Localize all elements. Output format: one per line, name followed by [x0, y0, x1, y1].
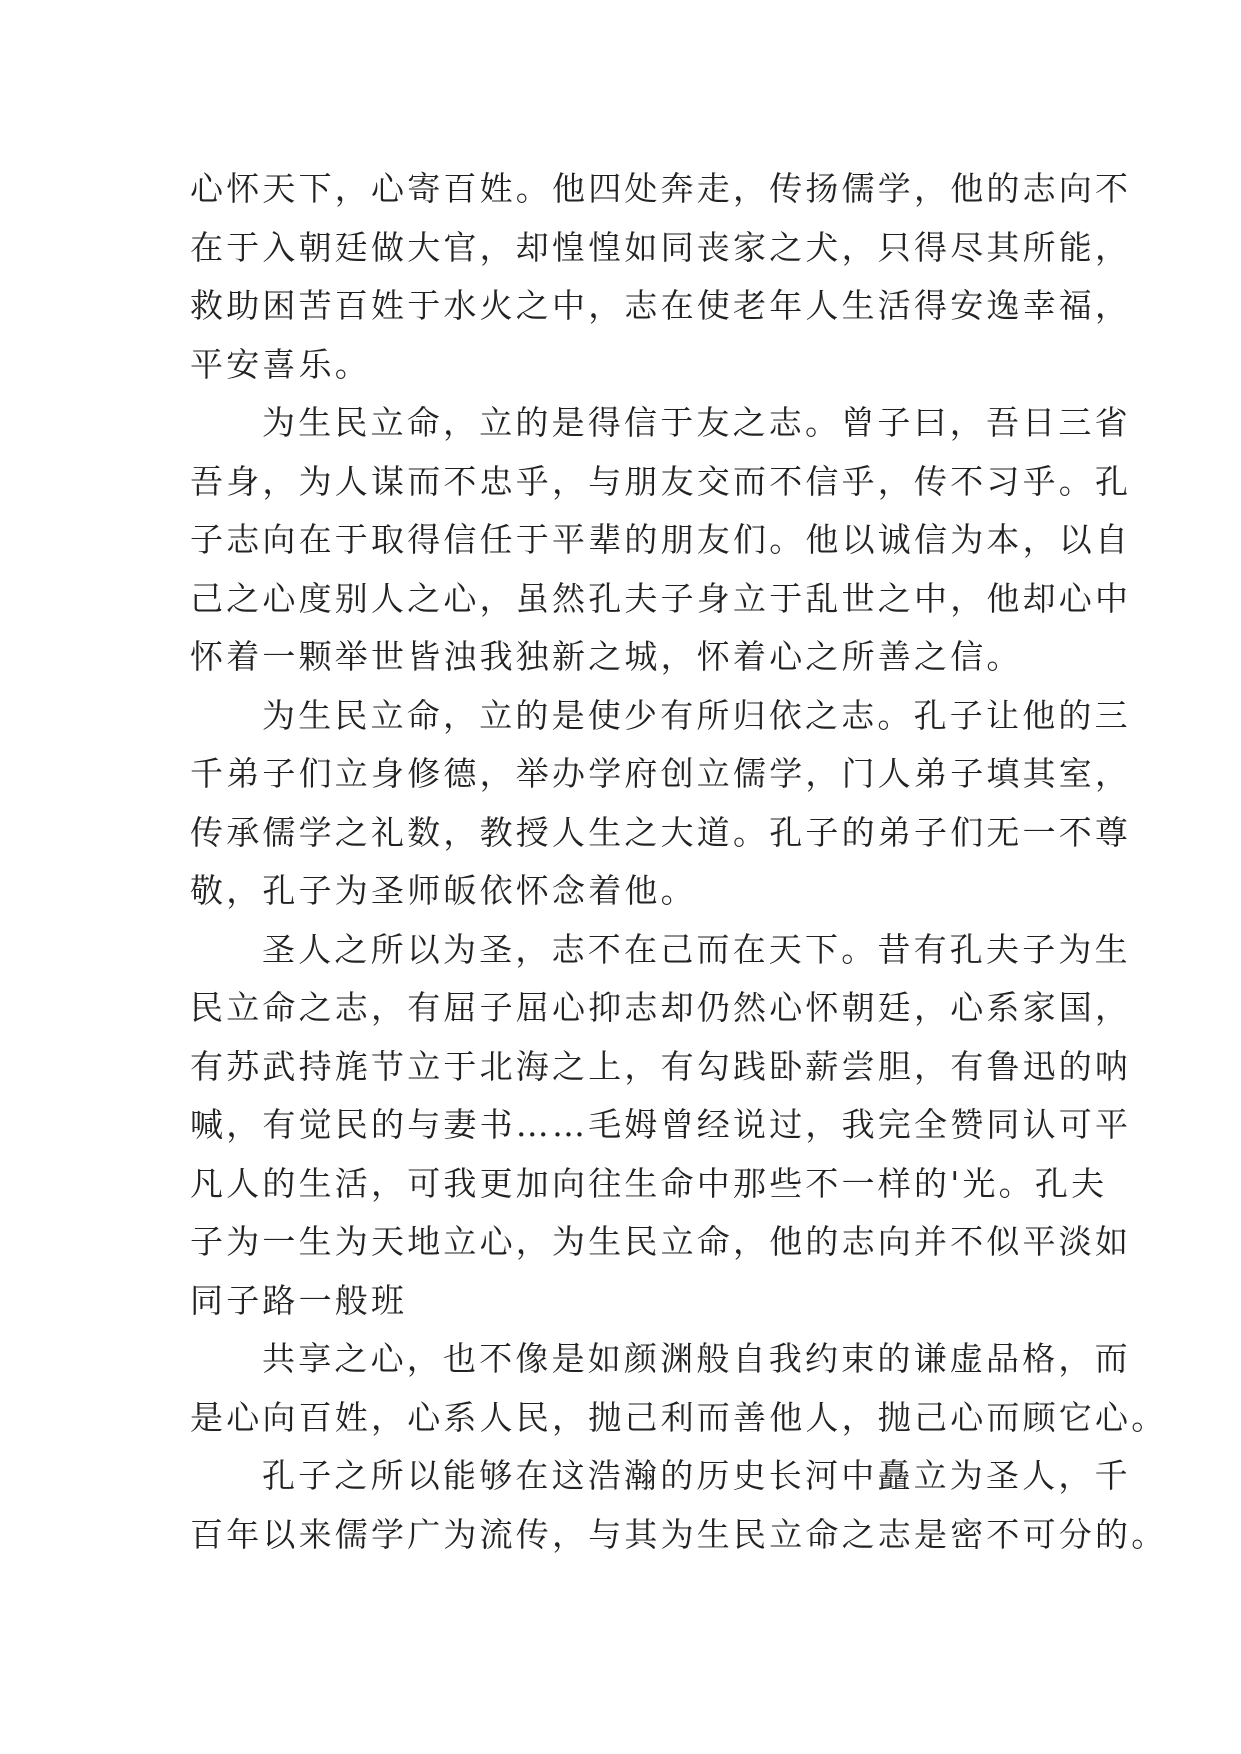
text-line: 民立命之志，有屈子屈心抑志却仍然心怀朝廷，心系家国， [190, 988, 1132, 1027]
text-line: 是心向百姓，心系人民，抛己利而善他人，抛己心而顾它心。 [190, 1397, 1168, 1437]
text-line: 有苏武持旄节立于北海之上，有勾践卧薪尝胆，有鲁迅的呐 [190, 1046, 1132, 1086]
text-line: 同子路一般班 [190, 1280, 408, 1320]
text-line: 敬，孔子为圣师皈依怀念着他。 [190, 871, 697, 910]
text-line: 百年以来儒学广为流传，与其为生民立命之志是密不可分的。 [190, 1514, 1168, 1554]
text-line: 子志向在于取得信任于平辈的朋友们。他以诚信为本，以自 [190, 520, 1132, 559]
text-line: 救助困苦百姓于水火之中，志在使老年人生活得安逸幸福， [190, 286, 1132, 325]
paragraph-first-line: 为生民立命，立的是得信于友之志。曾子曰，吾日三省 [262, 403, 1131, 442]
body-text [190, 160, 1168, 1564]
paragraph-first-line: 孔子之所以能够在这浩瀚的历史长河中矗立为圣人，千 [262, 1456, 1131, 1495]
paragraph-first-line: 圣人之所以为圣，志不在己而在天下。昔有孔夫子为生 [262, 929, 1131, 969]
text-line: 千弟子们立身修德，举办学府创立儒学，门人弟子填其室， [190, 754, 1132, 793]
text-line: 喊，有觉民的与妻书……毛姆曾经说过，我完全赞同认可平 [190, 1105, 1132, 1144]
text-line: 凡人的生活，可我更加向往生命中那些不一样的'光。孔夫 [190, 1163, 1108, 1203]
text-line: 平安喜乐。 [190, 344, 371, 384]
text-line: 吾身，为人谋而不忠乎，与朋友交而不信乎，传不习乎。孔 [190, 461, 1132, 501]
text-line: 子为一生为天地立心，为生民立命，他的志向并不似平淡如 [190, 1222, 1132, 1261]
text-line: 在于入朝廷做大官，却惶惶如同丧家之犬，只得尽其所能， [190, 227, 1132, 267]
text-line: 心怀天下，心寄百姓。他四处奔走，传扬儒学，他的志向不 [190, 169, 1132, 208]
text-line: 怀着一颗举世皆浊我独新之城，怀着心之所善之信。 [190, 637, 1023, 676]
text-line: 己之心度别人之心，虽然孔夫子身立于乱世之中，他却心中 [190, 578, 1132, 618]
text-line: 传承儒学之礼数，教授人生之大道。孔子的弟子们无一不尊 [190, 812, 1132, 852]
paragraph-first-line: 为生民立命，立的是使少有所归依之志。孔子让他的三 [262, 695, 1131, 735]
paragraph-first-line: 共享之心，也不像是如颜渊般自我约束的谦虚品格，而 [262, 1339, 1131, 1378]
